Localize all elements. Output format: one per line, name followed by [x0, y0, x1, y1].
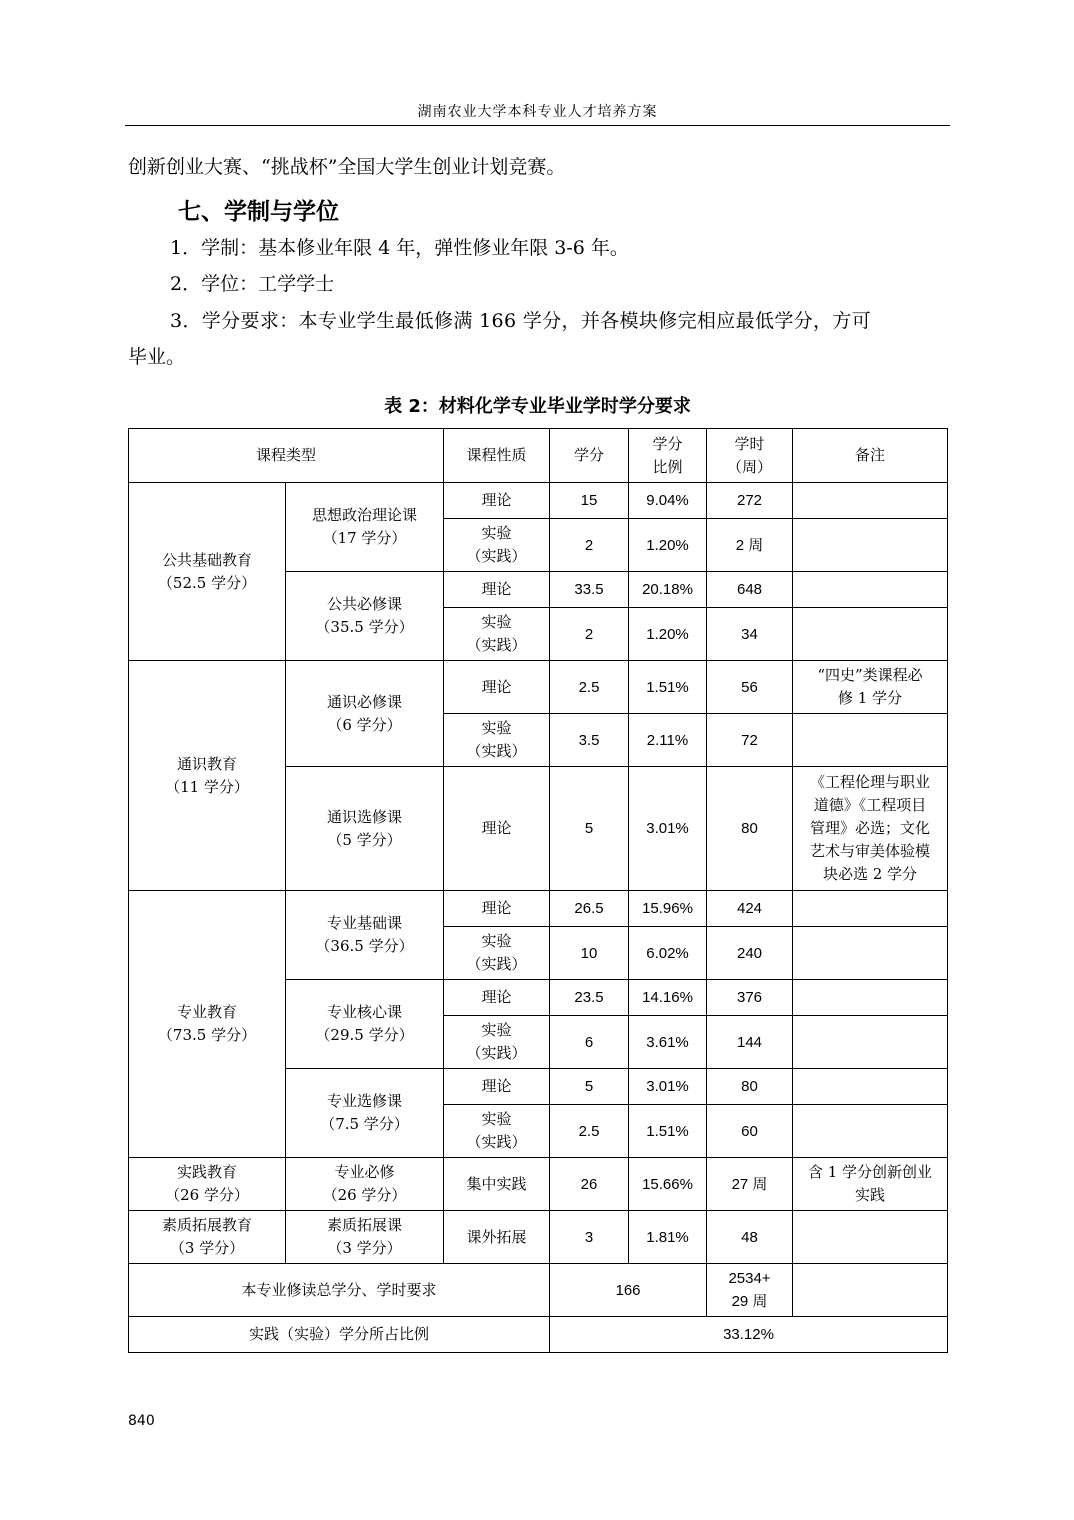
course-nature-cell	[444, 891, 550, 927]
course-group-name-l2: （52.5 学分）	[157, 573, 257, 592]
note-cell	[793, 483, 948, 519]
course-subgroup-name-l2: （26 学分）	[322, 1186, 407, 1204]
note-cell	[793, 714, 948, 767]
course-nature-cell	[444, 927, 550, 980]
course-nature-l1: 理论	[481, 819, 512, 837]
course-group-cell	[129, 1158, 286, 1211]
course-nature-cell	[444, 572, 550, 608]
note-line: 艺术与审美体验模	[810, 842, 931, 860]
course-subgroup-cell	[286, 1211, 444, 1264]
credit-cell: 2	[550, 608, 629, 661]
credit-cell: 5	[550, 1069, 629, 1105]
hours-cell: 240	[707, 927, 793, 980]
course-subgroup-cell	[286, 483, 444, 572]
page-number: 840	[128, 1413, 155, 1429]
hours-cell: 2 周	[707, 519, 793, 572]
course-subgroup-name-l1: 公共必修课	[327, 595, 403, 613]
hours-cell: 48	[707, 1211, 793, 1264]
course-subgroup-name-l1: 通识选修课	[327, 807, 403, 826]
hours-cell: 80	[707, 767, 793, 891]
course-nature-cell	[444, 519, 550, 572]
note-cell	[793, 1069, 948, 1105]
hours-cell: 60	[707, 1105, 793, 1158]
course-subgroup-cell	[286, 767, 444, 891]
course-nature-l1: 实验	[481, 613, 512, 631]
credit-cell: 5	[550, 767, 629, 891]
table-header-row	[129, 429, 948, 483]
credit-ratio-cell: 1.51%	[629, 1105, 707, 1158]
header-credit-ratio	[629, 429, 707, 483]
course-nature-cell	[444, 1158, 550, 1211]
hours-cell: 80	[707, 1069, 793, 1105]
note-cell	[793, 519, 948, 572]
course-group-name-l1: 实践教育	[176, 1163, 237, 1181]
course-nature-cell	[444, 980, 550, 1016]
course-group-name-l2: （11 学分）	[165, 777, 249, 796]
course-subgroup-name-l2: （36.5 学分）	[315, 937, 414, 955]
credit-ratio-cell: 15.96%	[629, 891, 707, 927]
course-nature-l1: 课外拓展	[466, 1227, 527, 1246]
course-group-name-l1: 专业教育	[176, 1003, 237, 1021]
course-subgroup-name-l1: 专业必修	[334, 1163, 395, 1181]
credit-cell: 33.5	[550, 572, 629, 608]
course-subgroup-name-l1: 思想政治理论课	[312, 506, 418, 524]
course-nature-l2: （实践）	[466, 955, 527, 973]
header-course-type: 课程类型	[129, 429, 444, 483]
note-line: 含 1 学分创新创业	[807, 1163, 933, 1181]
course-group-cell	[129, 891, 286, 1158]
credit-ratio-cell: 1.81%	[629, 1211, 707, 1264]
note-cell	[793, 980, 948, 1016]
note-cell	[793, 1105, 948, 1158]
note-cell	[793, 608, 948, 661]
course-group-name-l2: （3 学分）	[169, 1239, 245, 1257]
course-subgroup-name-l1: 专业核心课	[327, 1003, 403, 1021]
header-credit-ratio-l1: 学分	[652, 434, 683, 453]
note-line: 《工程伦理与职业	[810, 773, 931, 791]
course-nature-l1: 理论	[481, 988, 512, 1006]
credit-ratio-cell: 14.16%	[629, 980, 707, 1016]
credit-cell: 15	[550, 483, 629, 519]
course-nature-l1: 实验	[481, 1110, 512, 1128]
paragraph-line: 创新创业大赛、“挑战杯”全国大学生创业计划竞赛。	[128, 156, 566, 178]
hours-cell: 56	[707, 661, 793, 714]
note-line: 实践	[855, 1186, 886, 1204]
total-credit: 166	[550, 1264, 707, 1317]
credit-ratio-cell: 3.61%	[629, 1016, 707, 1069]
total-label: 本专业修读总学分、学时要求	[129, 1264, 550, 1317]
credit-cell: 10	[550, 927, 629, 980]
course-nature-l1: 理论	[481, 677, 512, 696]
hours-cell: 27 周	[707, 1158, 793, 1211]
course-group-name-l1: 素质拓展教育	[161, 1216, 252, 1234]
note-cell	[793, 927, 948, 980]
credit-cell: 2	[550, 519, 629, 572]
table-row	[129, 483, 948, 519]
course-subgroup-cell	[286, 661, 444, 767]
item-credit-requirement-cont: 毕业。	[128, 346, 186, 368]
total-requirements-row	[129, 1264, 948, 1317]
note-cell	[793, 1158, 948, 1211]
course-nature-l1: 实验	[481, 932, 512, 950]
course-group-name-l2: （73.5 学分）	[157, 1026, 257, 1044]
course-nature-l1: 理论	[481, 1077, 512, 1095]
note-line: 道德》《工程项目	[813, 796, 927, 814]
table-row	[129, 1158, 948, 1211]
course-group-name-l1: 公共基础教育	[161, 550, 252, 569]
course-nature-l1: 实验	[481, 524, 512, 542]
note-cell	[793, 661, 948, 714]
course-nature-cell	[444, 1105, 550, 1158]
credit-ratio-cell: 6.02%	[629, 927, 707, 980]
credit-cell: 2.5	[550, 1105, 629, 1158]
total-note	[793, 1264, 948, 1317]
course-nature-l1: 理论	[481, 580, 512, 598]
note-line: 块必选 2 学分	[822, 865, 918, 883]
course-group-cell	[129, 483, 286, 661]
hours-cell: 144	[707, 1016, 793, 1069]
course-subgroup-name-l2: （5 学分）	[327, 830, 402, 849]
course-subgroup-name-l2: （35.5 学分）	[315, 618, 414, 636]
course-nature-cell	[444, 661, 550, 714]
course-group-name-l2: （26 学分）	[165, 1186, 249, 1204]
item-schooling-system: 1．学制：基本修业年限 4 年，弹性修业年限 3-6 年。	[170, 237, 629, 259]
course-nature-l1: 理论	[481, 899, 512, 917]
header-hours-l1: 学时	[734, 434, 765, 453]
table-row	[129, 1211, 948, 1264]
section-heading: 七、学制与学位	[178, 199, 339, 225]
course-nature-cell	[444, 767, 550, 891]
course-nature-cell	[444, 1016, 550, 1069]
note-line: 管理》必选；文化	[810, 819, 931, 837]
course-nature-l1: 实验	[481, 719, 512, 737]
header-note: 备注	[793, 429, 948, 483]
course-subgroup-cell	[286, 891, 444, 980]
course-group-cell	[129, 661, 286, 891]
course-nature-l2: （实践）	[466, 547, 527, 565]
table-row	[129, 891, 948, 927]
note-line: 修 1 学分	[837, 689, 903, 707]
total-hours-l1: 2534+	[728, 1270, 771, 1287]
hours-cell: 72	[707, 714, 793, 767]
table-row	[129, 661, 948, 714]
course-nature-cell	[444, 714, 550, 767]
course-subgroup-cell	[286, 980, 444, 1069]
header-rule	[125, 125, 950, 126]
course-nature-l1: 理论	[481, 491, 512, 509]
course-subgroup-cell	[286, 1158, 444, 1211]
course-subgroup-name-l2: （17 学分）	[322, 529, 407, 547]
course-subgroup-name-l1: 专业选修课	[327, 1092, 403, 1110]
note-cell	[793, 1016, 948, 1069]
credit-ratio-cell: 15.66%	[629, 1158, 707, 1211]
hours-cell: 272	[707, 483, 793, 519]
table-caption: 表 2：材料化学专业毕业学时学分要求	[384, 396, 691, 417]
note-line: “四史”类课程必	[817, 666, 923, 684]
hours-cell: 648	[707, 572, 793, 608]
header-course-nature: 课程性质	[444, 429, 550, 483]
credit-requirements-table	[128, 428, 948, 1353]
note-cell	[793, 767, 948, 891]
practice-ratio-value: 33.12%	[550, 1317, 948, 1353]
header-hours	[707, 429, 793, 483]
course-subgroup-cell	[286, 572, 444, 661]
course-subgroup-name-l2: （7.5 学分）	[320, 1115, 409, 1133]
course-subgroup-name-l1: 专业基础课	[327, 914, 403, 932]
course-nature-cell	[444, 1069, 550, 1105]
credit-ratio-cell: 20.18%	[629, 572, 707, 608]
header-hours-l2: （周）	[727, 457, 773, 476]
course-nature-l1: 集中实践	[466, 1174, 527, 1193]
course-nature-cell	[444, 1211, 550, 1264]
note-cell	[793, 1211, 948, 1264]
course-subgroup-name-l2: （29.5 学分）	[315, 1026, 414, 1044]
credit-ratio-cell: 1.20%	[629, 608, 707, 661]
item-credit-requirement: 3．学分要求：本专业学生最低修满 166 学分，并各模块修完相应最低学分，方可	[170, 310, 872, 332]
credit-cell: 6	[550, 1016, 629, 1069]
total-hours-l2: 29 周	[731, 1293, 768, 1310]
course-nature-l1: 实验	[481, 1021, 512, 1039]
credit-ratio-cell: 3.01%	[629, 1069, 707, 1105]
course-nature-cell	[444, 483, 550, 519]
course-subgroup-cell	[286, 1069, 444, 1158]
hours-cell: 424	[707, 891, 793, 927]
header-credit: 学分	[550, 429, 629, 483]
header-credit-ratio-l2: 比例	[652, 457, 683, 476]
course-subgroup-name-l1: 素质拓展课	[327, 1216, 403, 1234]
credit-cell: 3	[550, 1211, 629, 1264]
credit-ratio-cell: 2.11%	[629, 714, 707, 767]
credit-cell: 26	[550, 1158, 629, 1211]
credit-cell: 3.5	[550, 714, 629, 767]
running-header: 湖南农业大学本科专业人才培养方案	[417, 104, 658, 120]
credit-ratio-cell: 1.51%	[629, 661, 707, 714]
hours-cell: 376	[707, 980, 793, 1016]
course-group-name-l1: 通识教育	[176, 754, 237, 773]
credit-cell: 2.5	[550, 661, 629, 714]
course-subgroup-name-l2: （6 学分）	[327, 715, 402, 734]
course-nature-cell	[444, 608, 550, 661]
credit-ratio-cell: 3.01%	[629, 767, 707, 891]
credit-cell: 23.5	[550, 980, 629, 1016]
credit-ratio-cell: 1.20%	[629, 519, 707, 572]
note-cell	[793, 572, 948, 608]
course-subgroup-name-l1: 通识必修课	[327, 692, 403, 711]
total-hours	[707, 1264, 793, 1317]
credit-ratio-cell: 9.04%	[629, 483, 707, 519]
course-subgroup-name-l2: （3 学分）	[327, 1239, 402, 1257]
credit-cell: 26.5	[550, 891, 629, 927]
practice-ratio-label: 实践（实验）学分所占比例	[129, 1317, 550, 1353]
item-degree: 2．学位：工学学士	[170, 273, 335, 295]
course-nature-l2: （实践）	[466, 742, 527, 760]
course-nature-l2: （实践）	[466, 1133, 527, 1151]
note-cell	[793, 891, 948, 927]
hours-cell: 34	[707, 608, 793, 661]
practice-ratio-row	[129, 1317, 948, 1353]
course-group-cell	[129, 1211, 286, 1264]
course-nature-l2: （实践）	[466, 1044, 527, 1062]
course-nature-l2: （实践）	[466, 636, 527, 654]
